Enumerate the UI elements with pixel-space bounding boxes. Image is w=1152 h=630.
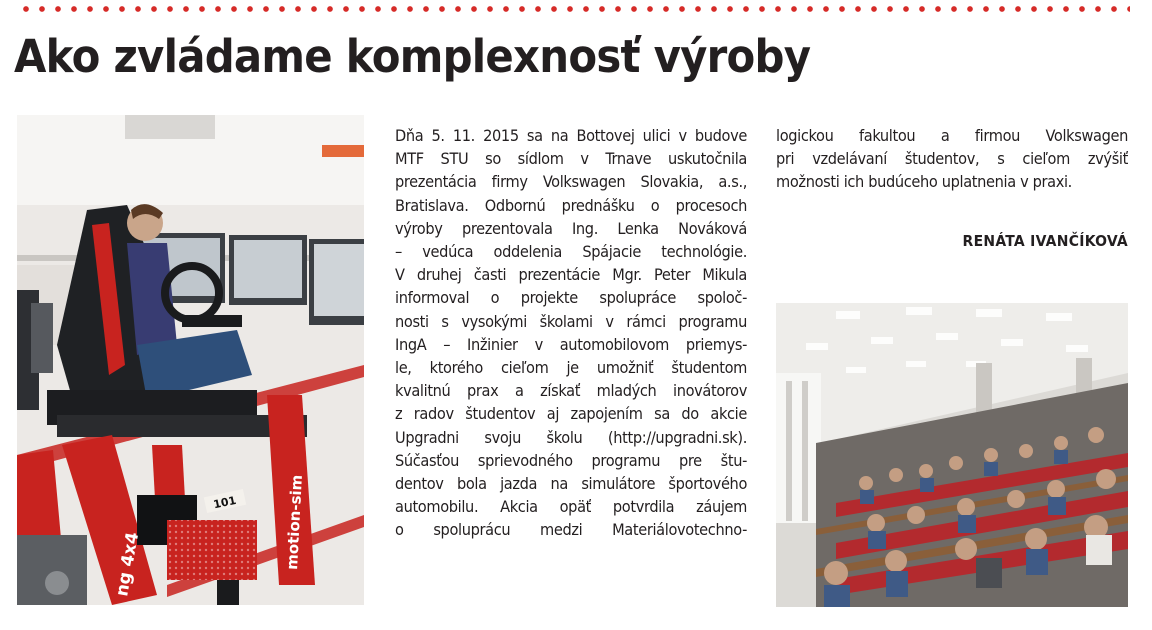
lecture-hall-image xyxy=(776,303,1128,607)
text-line: logickou fakultou a firmou Volkswagen xyxy=(776,126,1128,145)
photo-lecture-hall xyxy=(776,303,1128,607)
text-line: pri vzdelávaní študentov, s cieľom zvýšiť xyxy=(776,149,1128,169)
text-line: V druhej časti prezentácie Mgr. Peter Mikula xyxy=(395,265,747,285)
text-line: Upgradni svoju školu (http://upgradni.sk). xyxy=(395,427,747,447)
text-line: výroby prezentovala Ing. Lenka Nováková xyxy=(395,218,747,238)
article-column-1 xyxy=(395,124,747,542)
text-line: informoval o projekte spolupráce spoloč- xyxy=(395,288,747,308)
text-line: možnosti ich budúceho uplatnenia v praxi. xyxy=(776,172,1072,192)
dotted-rule xyxy=(18,4,1130,14)
text-line: prezentácia firmy Volkswagen Slovakia, a.s., xyxy=(395,172,747,192)
article-author: RENÁTA IVANČÍKOVÁ xyxy=(962,232,1128,250)
photo-racing-simulator xyxy=(17,115,364,605)
text-line: z radov študentov aj zapojením sa do akcie xyxy=(395,404,747,424)
text-line: o spoluprácu medzi Materiálovotechno- xyxy=(395,520,747,540)
text-line: Bratislava. Odbornú prednášku o procesoch xyxy=(395,195,747,215)
text-line: automobilu. Akcia opäť potvrdila záujem xyxy=(395,497,747,517)
text-line: – vedúca oddelenia Spájacie technológie. xyxy=(395,242,747,262)
text-line: MTF STU so sídlom v Trnave uskutočnila xyxy=(395,149,747,169)
article-column-2 xyxy=(776,124,1128,194)
sim-side-text: ng 4x4 xyxy=(112,530,144,598)
text-line: Dňa 5. 11. 2015 sa na Bottovej ulici v budove xyxy=(395,126,747,145)
text-line: kvalitnú prax a získať mladých inovátorov xyxy=(395,381,747,401)
placard-text: 101 xyxy=(212,493,238,512)
text-line: IngA – Inžinier v automobilovom priemys- xyxy=(395,334,747,354)
text-line: dentov bola jazda na simulátore športového xyxy=(395,474,747,494)
racing-simulator-image xyxy=(17,115,364,605)
sim-sign-text: motion-sim xyxy=(283,474,306,571)
text-line: nosti s vysokými školami v rámci programu xyxy=(395,311,747,331)
text-line: le, ktorého cieľom je umožniť študentom xyxy=(395,358,747,378)
text-line: Súčasťou sprievodného programu pre štu- xyxy=(395,450,747,470)
article-title: Ako zvládame komplexnosť výroby xyxy=(14,30,811,83)
